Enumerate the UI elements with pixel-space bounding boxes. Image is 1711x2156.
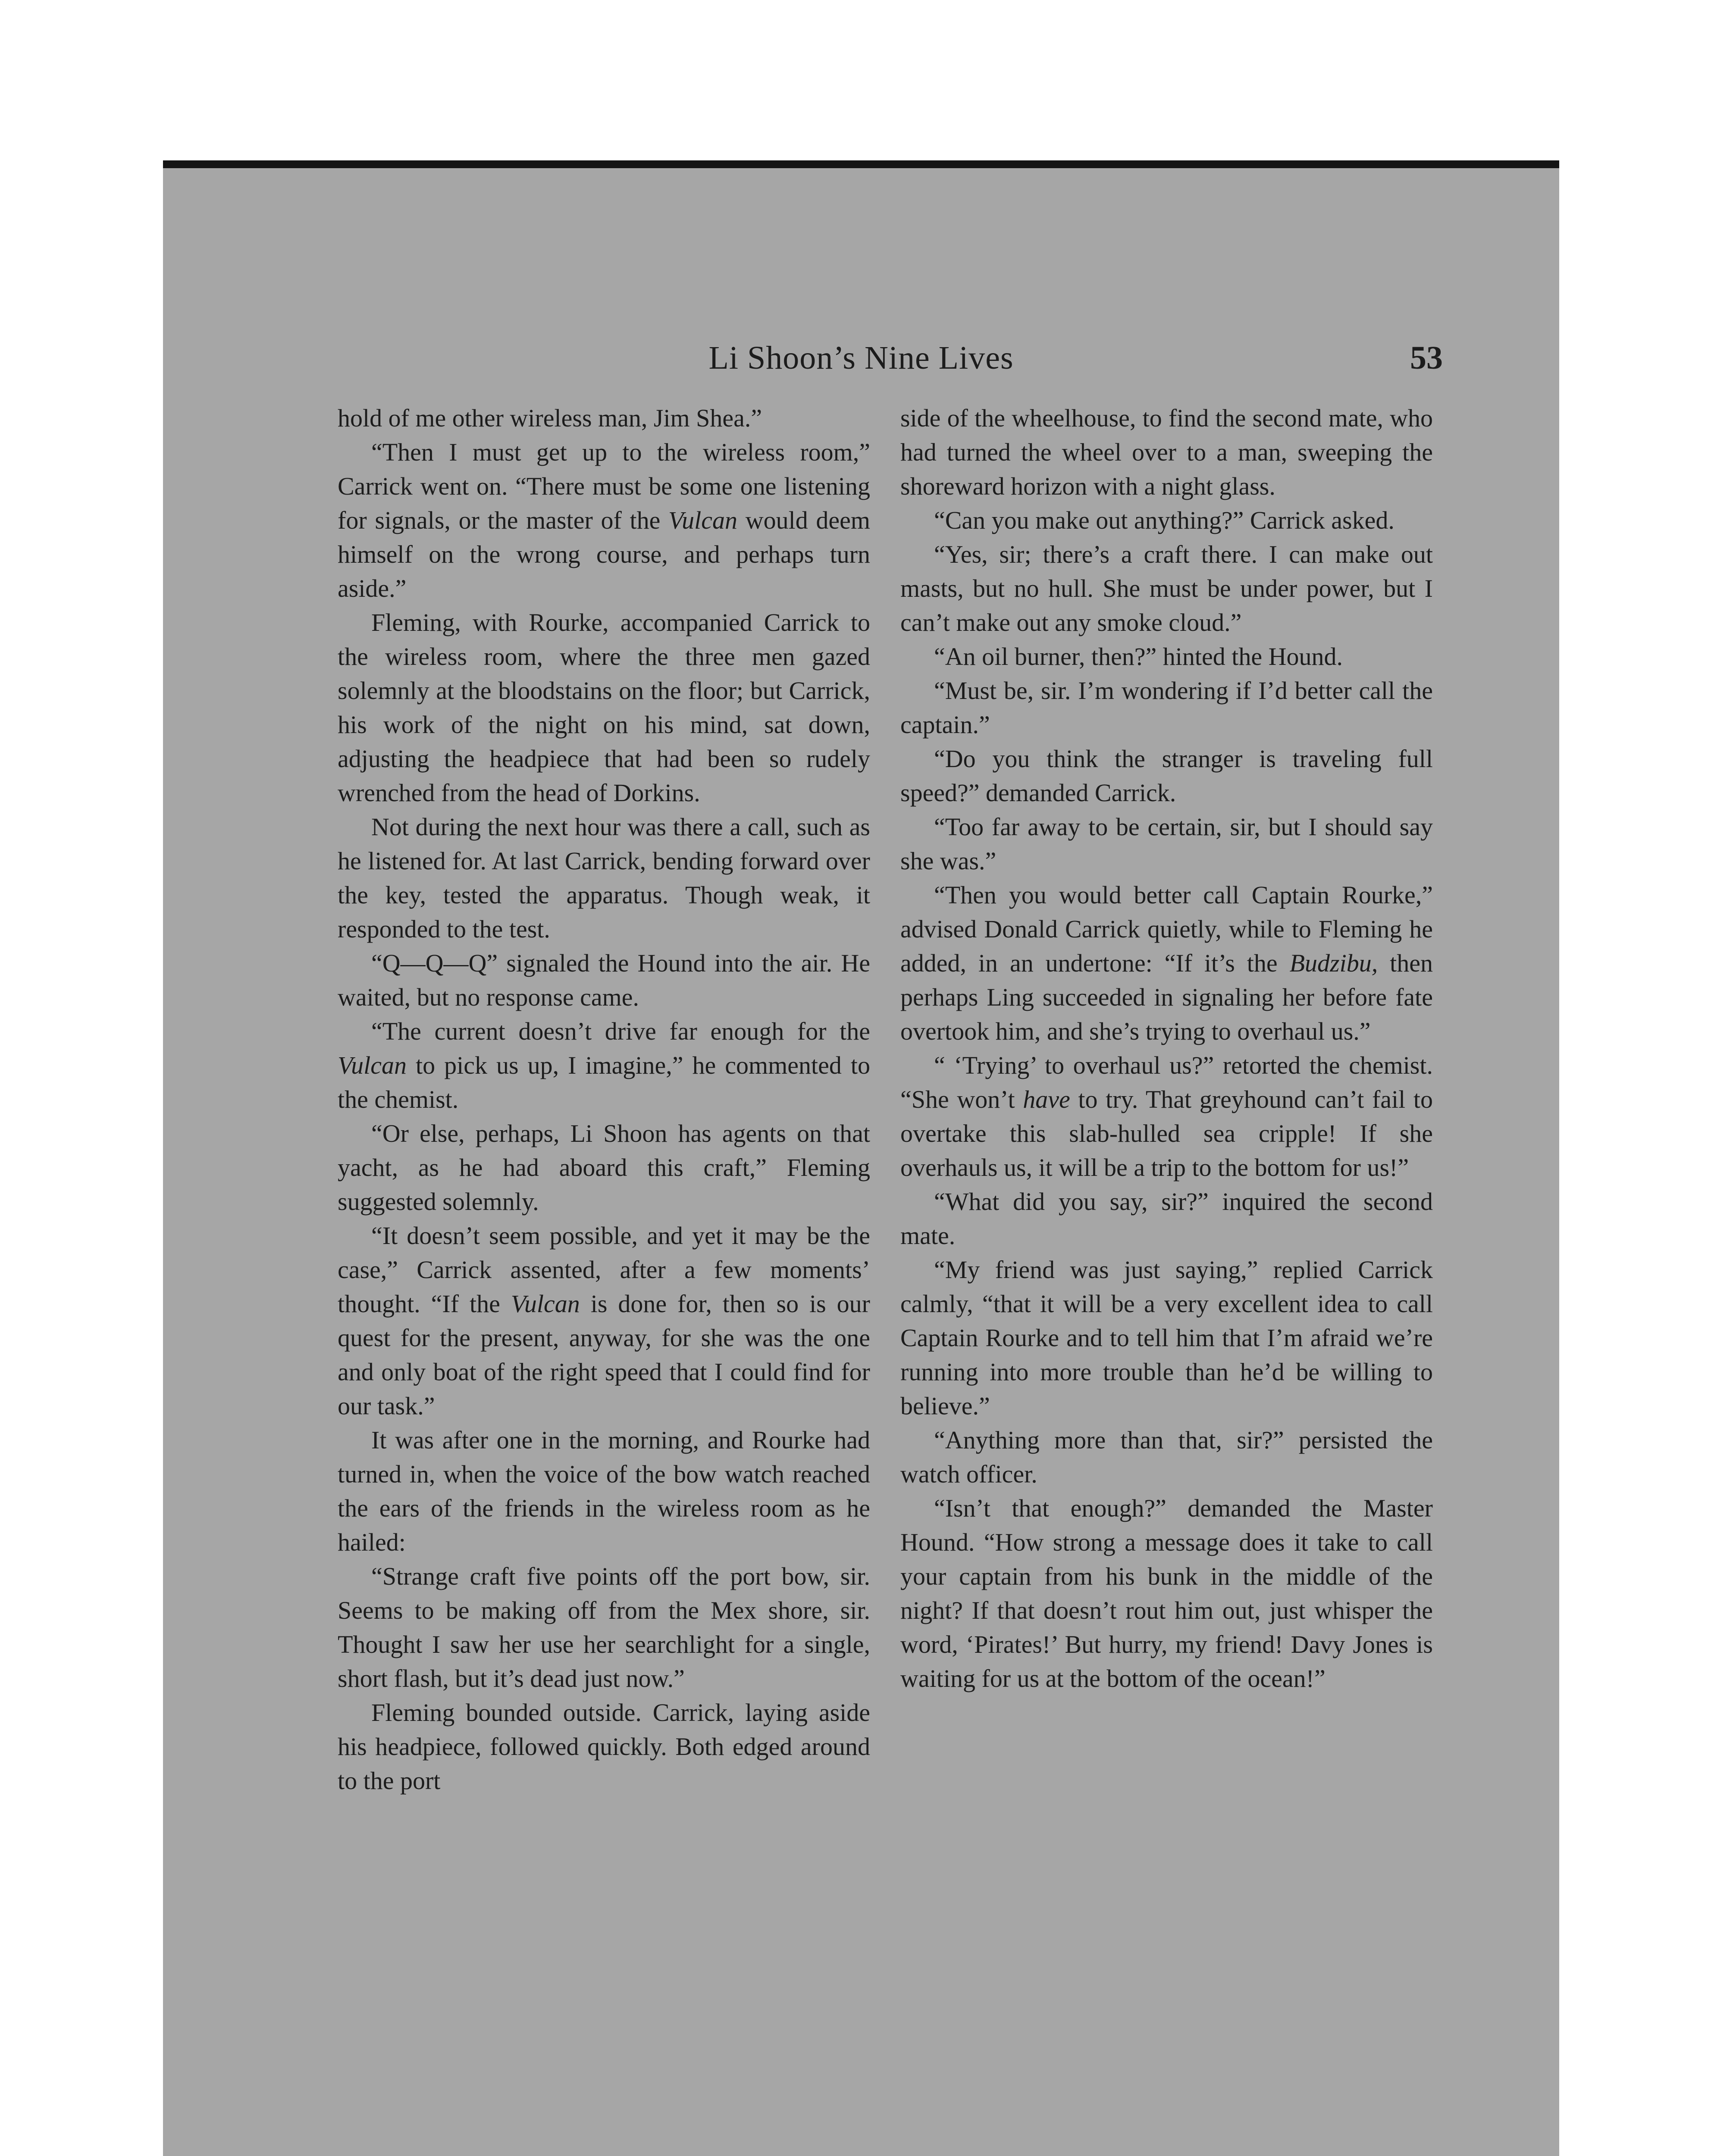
right-text-column xyxy=(900,401,1433,1695)
text-run: “The current doesn’t drive far enough for the xyxy=(371,1017,870,1045)
paragraph xyxy=(338,1219,870,1423)
page-header xyxy=(163,334,1559,382)
text-run: “Yes, sir; there’s a craft there. I can make out masts, but no hull. She must be under power, but I can’t make out any smoke cloud.” xyxy=(900,540,1433,636)
italic-text: Budzibu, xyxy=(1289,949,1378,977)
text-run: hold of me other wireless man, Jim Shea.” xyxy=(338,404,762,432)
text-run: “Do you think the stranger is traveling full speed?” demanded Carrick. xyxy=(900,745,1433,807)
text-run: “Must be, sir. I’m wondering if I’d better call the captain.” xyxy=(900,677,1433,739)
text-run: “An oil burner, then?” hinted the Hound. xyxy=(934,642,1343,671)
text-run: “What did you say, sir?” inquired the second mate. xyxy=(900,1188,1433,1250)
book-page xyxy=(163,160,1559,2156)
text-run: to try. That greyhound can’t fail to overtake this slab-hulled sea cripple! If she overhauls us, it will be a trip to the bottom for us!” xyxy=(900,1085,1433,1181)
text-run: “Too far away to be certain, sir, but I should say she was.” xyxy=(900,813,1433,875)
running-title: Li Shoon’s Nine Lives xyxy=(708,340,1014,376)
paragraph xyxy=(900,401,1433,503)
italic-text: Vulcan xyxy=(511,1290,580,1318)
text-run: “Then you would better call Captain Rourke,” advised Donald Carrick quietly, while to Fleming he added, in an undertone: “If it’s the xyxy=(900,881,1433,977)
paragraph xyxy=(338,1014,870,1116)
paragraph xyxy=(900,1253,1433,1423)
paragraph xyxy=(900,639,1433,674)
text-run: Fleming bounded outside. Carrick, laying aside his headpiece, followed quickly. Both edged around to the port xyxy=(338,1698,870,1795)
paragraph xyxy=(900,810,1433,878)
paragraph xyxy=(338,605,870,810)
paragraph xyxy=(338,435,870,605)
italic-text: Vulcan xyxy=(668,506,738,534)
text-run: is done for, then so is our quest for the present, anyway, for she was the one and only boat of the right speed that I could find for our task.” xyxy=(338,1290,870,1420)
text-run: side of the wheelhouse, to find the second mate, who had turned the wheel over to a man, sweeping the shoreward horizon with a night glass. xyxy=(900,404,1433,500)
text-run: “Q—Q—Q” signaled the Hound into the air. He waited, but no response came. xyxy=(338,949,870,1011)
paragraph xyxy=(338,1695,870,1798)
text-run: “Then I must get up to the wireless room,” Carrick went on. “There must be some one listening for signals, or the master of the xyxy=(338,438,870,534)
text-run: Fleming, with Rourke, accompanied Carrick to the wireless room, where the three men gazed solemnly at the bloodstains on the floor; but Carrick, his work of the night on his mind, sat down, adjusting the headpiece that had been so rudely wrenched from the head of Dorkins. xyxy=(338,608,870,807)
text-run: Not during the next hour was there a call, such as he listened for. At last Carrick, bending forward over the key, tested the apparatus. Though weak, it responded to the test. xyxy=(338,813,870,943)
paragraph xyxy=(338,401,870,435)
text-run: “It doesn’t seem possible, and yet it may be the case,” Carrick assented, after a few moments’ thought. “If the xyxy=(338,1222,870,1318)
paragraph xyxy=(338,1559,870,1695)
paragraph xyxy=(338,810,870,946)
paragraph xyxy=(900,1048,1433,1185)
paragraph xyxy=(900,742,1433,810)
italic-text: Vulcan xyxy=(338,1051,407,1079)
paragraph xyxy=(900,503,1433,537)
page-number: 53 xyxy=(1410,340,1443,376)
text-run: to pick us up, I imagine,” he commented to the chemist. xyxy=(338,1051,870,1113)
text-run: “ ‘Trying’ to overhaul us?” retorted the chemist. “She won’t xyxy=(900,1051,1433,1113)
paragraph xyxy=(900,1491,1433,1695)
paragraph xyxy=(900,537,1433,639)
text-run: then perhaps Ling succeeded in signaling her before fate overtook him, and she’s trying to overhaul us.” xyxy=(900,949,1433,1045)
paragraph xyxy=(900,878,1433,1048)
text-run: “Can you make out anything?” Carrick asked. xyxy=(934,506,1394,534)
text-run: “My friend was just saying,” replied Carrick calmly, “that it will be a very excellent idea to call Captain Rourke and to tell him that I’m afraid we’re running into more trouble than he’d be willing to believe.” xyxy=(900,1256,1433,1420)
paragraph xyxy=(900,674,1433,742)
paragraph xyxy=(900,1423,1433,1491)
paragraph xyxy=(338,1116,870,1219)
text-run: “Anything more than that, sir?” persisted the watch officer. xyxy=(900,1426,1433,1488)
text-run: would deem himself on the wrong course, and perhaps turn aside.” xyxy=(338,506,870,602)
paragraph xyxy=(338,946,870,1014)
text-run: “Strange craft five points off the port bow, sir. Seems to be making off from the Mex shore, sir. Thought I saw her use her searchlight for a single, short flash, but it’s dead just now.” xyxy=(338,1562,870,1692)
left-text-column xyxy=(338,401,870,1798)
paragraph xyxy=(900,1185,1433,1253)
text-run: It was after one in the morning, and Rourke had turned in, when the voice of the bow watch reached the ears of the friends in the wireless room as he hailed: xyxy=(338,1426,870,1556)
italic-text: have xyxy=(1023,1085,1070,1113)
text-run: “Or else, perhaps, Li Shoon has agents on that yacht, as he had aboard this craft,” Fleming suggested solemnly. xyxy=(338,1119,870,1216)
text-run: “Isn’t that enough?” demanded the Master Hound. “How strong a message does it take to call your captain from his bunk in the middle of the night? If that doesn’t rout him out, just whisper the word, ‘Pirates!’ But hurry, my friend! Davy Jones is waiting for us at the bottom of the ocean!” xyxy=(900,1494,1433,1692)
paragraph xyxy=(338,1423,870,1559)
